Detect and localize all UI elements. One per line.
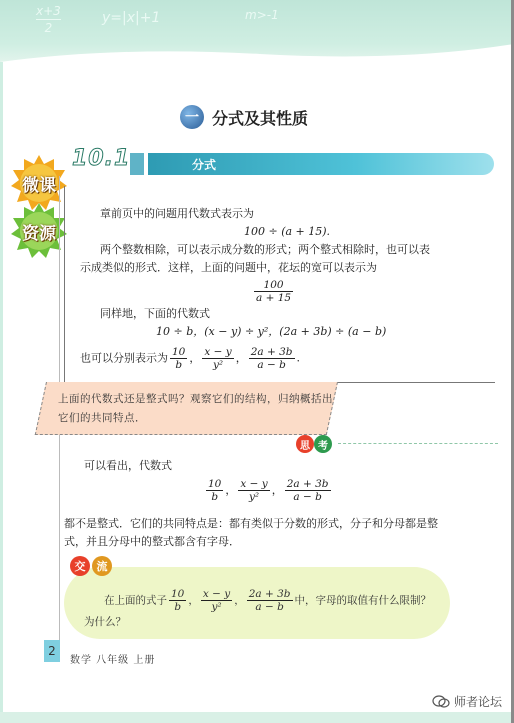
paragraph-6-line-2: 式，并且分母中的整式都含有字母． [64,535,240,548]
equation-2: 10 ÷ b，(x − y) ÷ y²，(2a + 3b) ÷ (a − b) [156,325,387,338]
exchange-tag-char-2: 流 [92,556,112,576]
fraction-list: $\frac{10}{b}$ ， $\frac{x - y}{\text{y²}}$ ， $\frac{2a + 3b}{a - b}$ [208,478,329,503]
chapter-number-badge: 一 [180,105,204,129]
paragraph-5: 可以看出，代数式 [84,459,172,472]
decor-fraction: x+3 2 [36,4,61,35]
section-number: 10.1 [72,146,131,171]
equation-1: 100 ÷ (a + 15). [244,225,331,238]
exchange-tag-char-1: 交 [70,556,90,576]
paragraph-3: 同样地，下面的代数式 [100,307,210,320]
section-title: 分式 [192,158,217,172]
section-bar-stub [130,153,144,175]
sticker-label-bottom: 资源 [22,223,56,244]
watermark-text: 师者论坛 [454,695,503,709]
paragraph-1: 章前页中的问题用代数式表示为 [100,207,254,220]
paragraph-2-line-2: 示成类似的形式．这样，上面的问题中，花坛的宽可以表示为 [80,261,377,274]
book-title: 数学 八年级 上册 [70,655,156,666]
paragraph-2-line-1: 两个整数相除，可以表示成分数的形式；两个整式相除时，也可以表 [100,243,430,256]
chapter-title [180,104,308,130]
exchange-question: 在上面的式子 $\frac{10}{b}$ ， $\frac{x - y}{\text{y²}}$ ， $\frac{2a + 3b}{a - b}$ 中，字母的取值有什么限制？ [104,588,432,613]
chat-bubble-icon [432,695,450,709]
decor-equation-2: m>-1 [245,8,279,22]
chapter-title-text: 分式及其性质 [212,108,309,128]
page-number: 2 [44,640,60,662]
decor-equation-1: y=|x|+1 [102,10,161,26]
paragraph-6-line-1: 都不是整式．它们的共同特点是：都有类似于分数的形式，分子和分母都是整 [64,517,438,530]
think-tag-char-1: 思 [296,435,314,453]
think-tag [296,435,332,453]
bottom-strip [0,712,514,723]
think-divider [338,443,498,444]
fraction-1: $\frac{100}{a + 15}$ [256,279,292,304]
exchange-question-2: 为什么？ [84,616,126,628]
paragraph-4: 也可以分别表示为 $\frac{10}{b}$ ， $\frac{x - y}{\text{y²}}$ ， $\frac{2a + 3b}{a - b}$ . [80,346,301,371]
watermark [432,693,502,710]
section-title-bar [148,153,494,175]
header-band [0,0,514,62]
cloud [370,98,440,150]
left-edge-strip [0,62,3,723]
sticker-label-top: 微课 [22,175,56,196]
think-tag-char-2: 考 [314,435,332,453]
think-text: 上面的代数式还是整式吗？观察它们的结构，归纳概括出它们的共同特点． [58,393,333,424]
exchange-tag [70,556,114,576]
